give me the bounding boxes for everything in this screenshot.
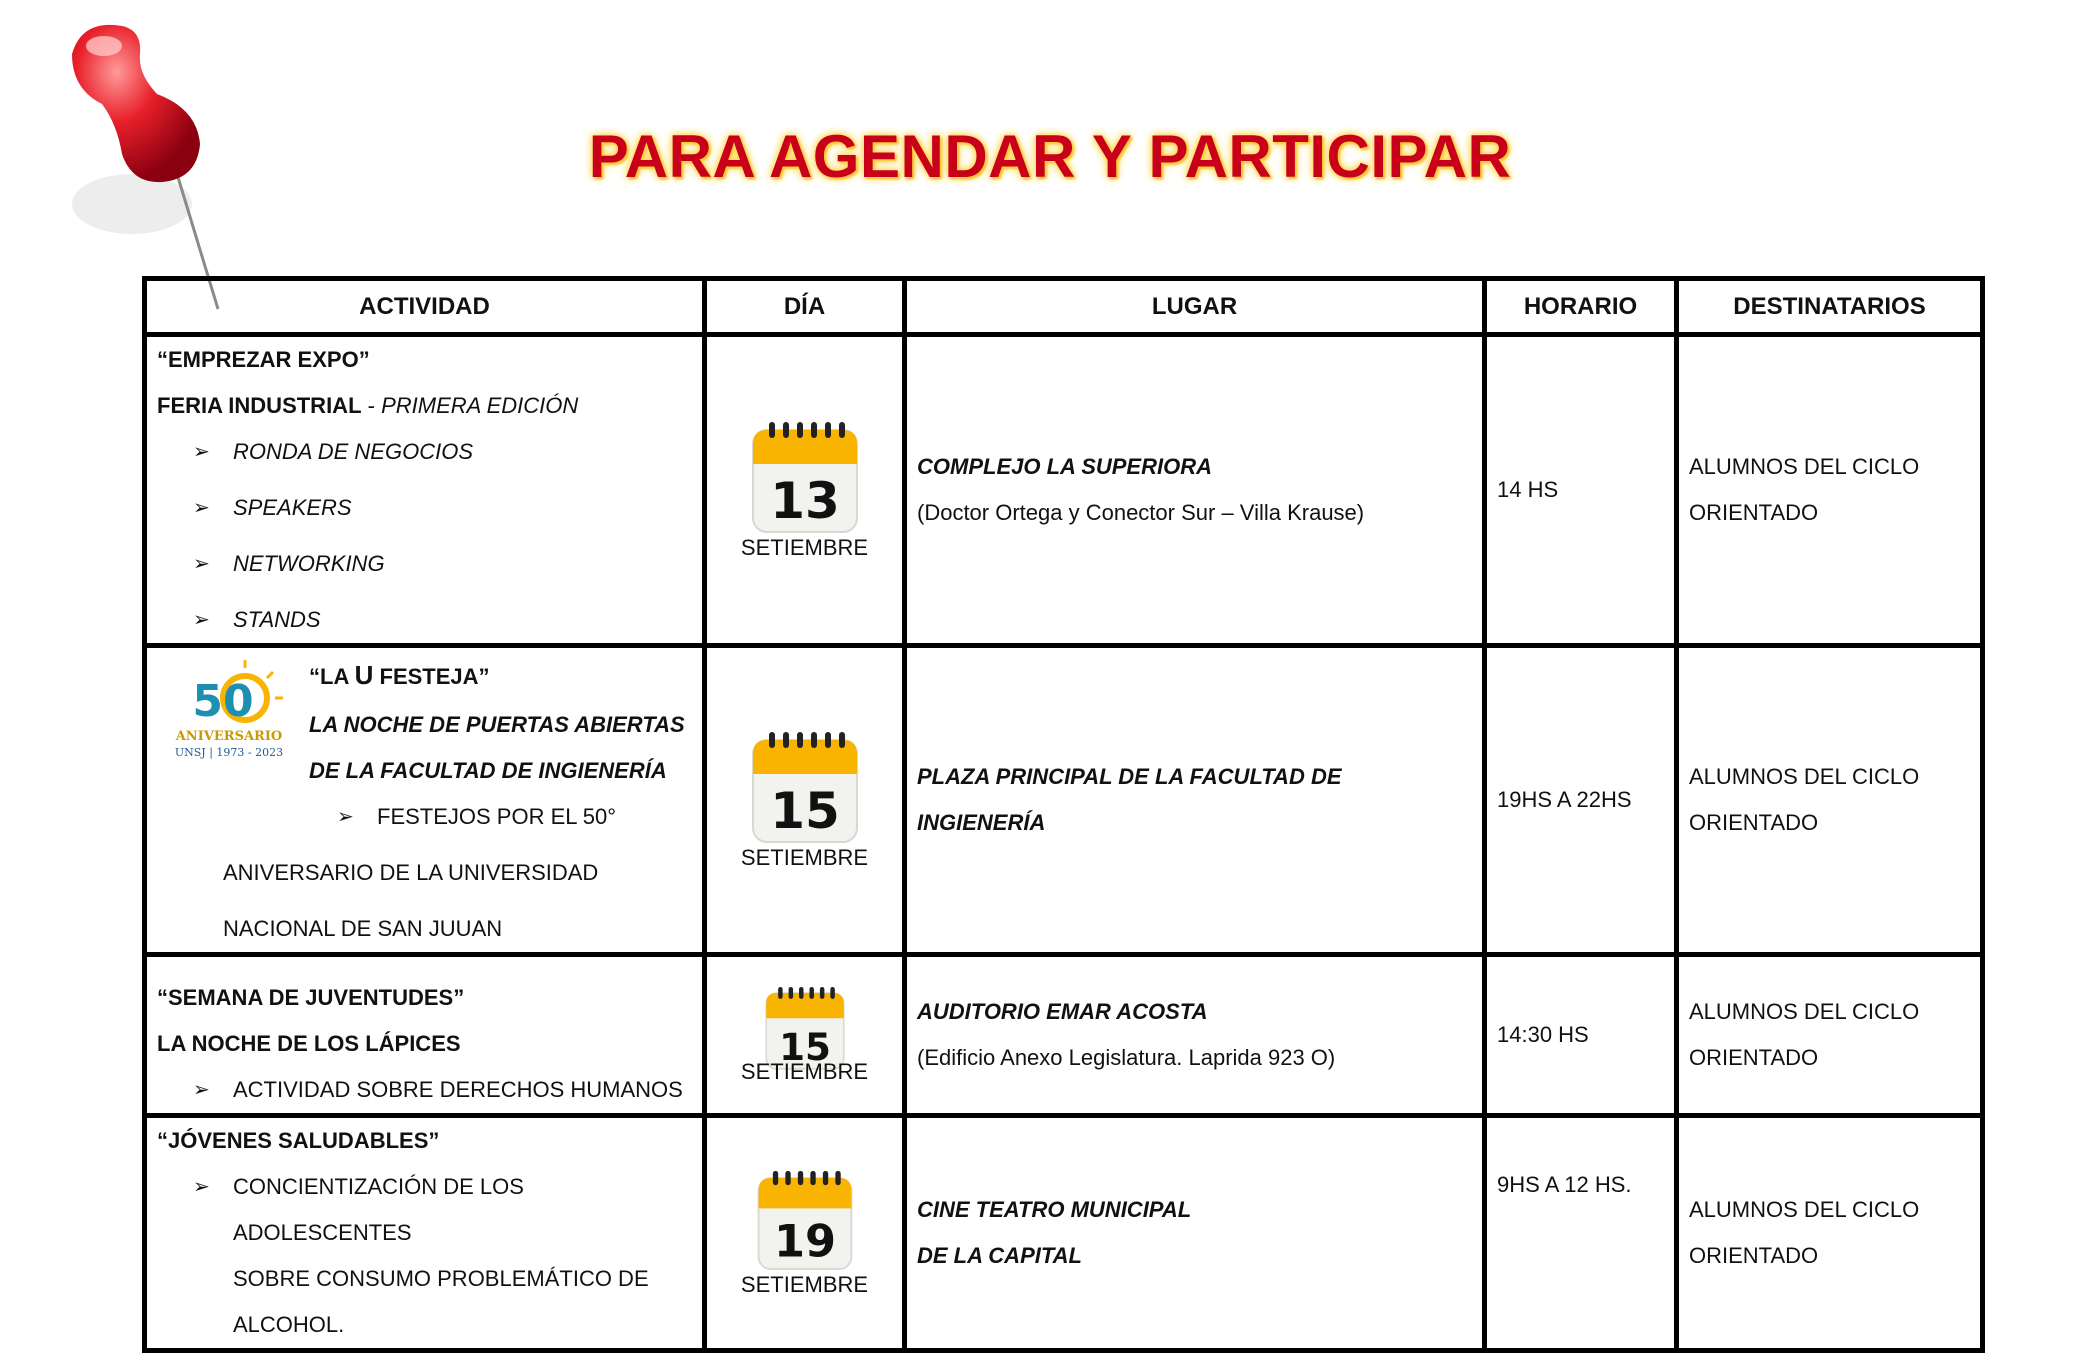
arrow-bullet-icon: ➢ — [193, 553, 210, 575]
activity-cell — [145, 335, 705, 646]
activity-cell — [145, 646, 705, 955]
place-name: AUDITORIO EMAR ACOSTA — [917, 999, 1208, 1024]
activity-line: ALCOHOL. — [233, 1312, 345, 1337]
audience-cell — [1677, 955, 1983, 1116]
place-address: (Doctor Ortega y Conector Sur – Villa Krause) — [917, 500, 1365, 525]
place-name-line2: DE LA CAPITAL — [917, 1243, 1082, 1268]
place-address: (Edificio Anexo Legislatura. Laprida 923 O) — [917, 1045, 1336, 1070]
calendar-month: SETIEMBRE — [740, 845, 869, 870]
svg-text:UNSJ | 1973 - 2023: UNSJ | 1973 - 2023 — [174, 746, 284, 759]
table-row — [145, 1116, 1983, 1351]
list-item: ➢ ACTIVIDAD SOBRE DERECHOS HUMANOS — [157, 1067, 692, 1113]
audience-line: ALUMNOS DEL CICLO — [1689, 999, 1920, 1024]
arrow-bullet-icon: ➢ — [193, 497, 210, 519]
list-item: ➢ FESTEJOS POR EL 50° — [147, 794, 692, 840]
calendar-icon — [749, 728, 861, 846]
calendar-month: SETIEMBRE — [740, 1272, 869, 1297]
arrow-bullet-icon: ➢ — [193, 1079, 210, 1101]
calendar-day-number: 19 — [773, 1215, 836, 1268]
audience-line: ORIENTADO — [1689, 810, 1819, 835]
agenda-table — [142, 276, 1985, 1353]
list-item: ➢ SPEAKERS — [157, 485, 692, 531]
time-cell: 14 HS — [1485, 335, 1677, 646]
audience-line: ORIENTADO — [1689, 500, 1819, 525]
list-item: ➢ CONCIENTIZACIÓN DE LOS ADOLESCENTES — [157, 1164, 692, 1256]
svg-text:50: 50 — [192, 676, 254, 727]
audience-line: ALUMNOS DEL CICLO — [1689, 1197, 1920, 1222]
place-cell — [905, 1116, 1485, 1351]
activity-line: ANIVERSARIO DE LA UNIVERSIDAD — [223, 860, 599, 885]
list-item: ➢ STANDS — [157, 597, 692, 643]
header-destinatarios: DESTINATARIOS — [1677, 279, 1983, 335]
activity-title: “EMPREZAR EXPO” — [157, 347, 370, 372]
activity-line: SOBRE CONSUMO PROBLEMÁTICO DE — [233, 1266, 649, 1291]
header-dia: DÍA — [705, 279, 905, 335]
svg-text:ANIVERSARIO: ANIVERSARIO — [175, 729, 283, 744]
activity-title: “LA U FESTEJA” — [309, 660, 490, 690]
activity-cell — [145, 955, 705, 1116]
place-name: PLAZA PRINCIPAL DE LA FACULTAD DE INGIENERÍA — [917, 764, 1342, 835]
activity-line: NACIONAL DE SAN JUUAN — [223, 916, 503, 941]
audience-line: ORIENTADO — [1689, 1243, 1819, 1268]
arrow-bullet-icon: ➢ — [337, 806, 354, 828]
time-cell: 9HS A 12 HS. — [1485, 1116, 1677, 1351]
audience-line: ALUMNOS DEL CICLO — [1689, 454, 1920, 479]
audience-cell — [1677, 335, 1983, 646]
calendar-day-number: 15 — [778, 1025, 831, 1070]
time-cell: 19HS A 22HS — [1485, 646, 1677, 955]
activity-subtitle: FERIA INDUSTRIAL - PRIMERA EDICIÓN — [157, 393, 579, 418]
place-cell — [905, 955, 1485, 1116]
header-actividad: ACTIVIDAD — [145, 279, 705, 335]
place-name: COMPLEJO LA SUPERIORA — [917, 454, 1212, 479]
calendar-month: SETIEMBRE — [740, 1059, 869, 1084]
calendar-icon — [749, 418, 861, 536]
arrow-bullet-icon: ➢ — [193, 441, 210, 463]
header-horario: HORARIO — [1485, 279, 1677, 335]
arrow-bullet-icon: ➢ — [193, 1176, 210, 1198]
activity-cell — [145, 1116, 705, 1351]
activity-title: “SEMANA DE JUVENTUDES” — [157, 985, 465, 1010]
day-cell — [705, 335, 905, 646]
table-row — [145, 955, 1983, 1116]
calendar-day-number: 13 — [769, 472, 840, 530]
time-cell: 14:30 HS — [1485, 955, 1677, 1116]
table-row — [145, 335, 1983, 646]
activity-line: LA NOCHE DE PUERTAS ABIERTAS — [309, 712, 685, 737]
unsj-50-anniversary-logo — [167, 658, 297, 768]
table-header-row — [145, 279, 1983, 335]
day-cell — [705, 1116, 905, 1351]
header-lugar: LUGAR — [905, 279, 1485, 335]
calendar-month: SETIEMBRE — [740, 535, 869, 560]
place-cell — [905, 646, 1485, 955]
list-item: ➢ NETWORKING — [157, 541, 692, 587]
audience-cell — [1677, 1116, 1983, 1351]
activity-line: LA NOCHE DE LOS LÁPICES — [157, 1031, 461, 1056]
day-cell — [705, 955, 905, 1116]
activity-title: “JÓVENES SALUDABLES” — [157, 1128, 440, 1153]
day-cell — [705, 646, 905, 955]
audience-line: ALUMNOS DEL CICLO — [1689, 764, 1920, 789]
calendar-icon — [755, 1167, 855, 1273]
audience-line: ORIENTADO — [1689, 1045, 1819, 1070]
activity-line: DE LA FACULTAD DE INGIENERÍA — [309, 758, 667, 783]
page-title: PARA AGENDAR Y PARTICIPAR — [588, 123, 1512, 190]
calendar-day-number: 15 — [769, 782, 840, 840]
place-name: CINE TEATRO MUNICIPAL — [917, 1197, 1192, 1222]
list-item: ➢ RONDA DE NEGOCIOS — [157, 429, 692, 475]
place-cell — [905, 335, 1485, 646]
arrow-bullet-icon: ➢ — [193, 609, 210, 631]
audience-cell — [1677, 646, 1983, 955]
table-row — [145, 646, 1983, 955]
